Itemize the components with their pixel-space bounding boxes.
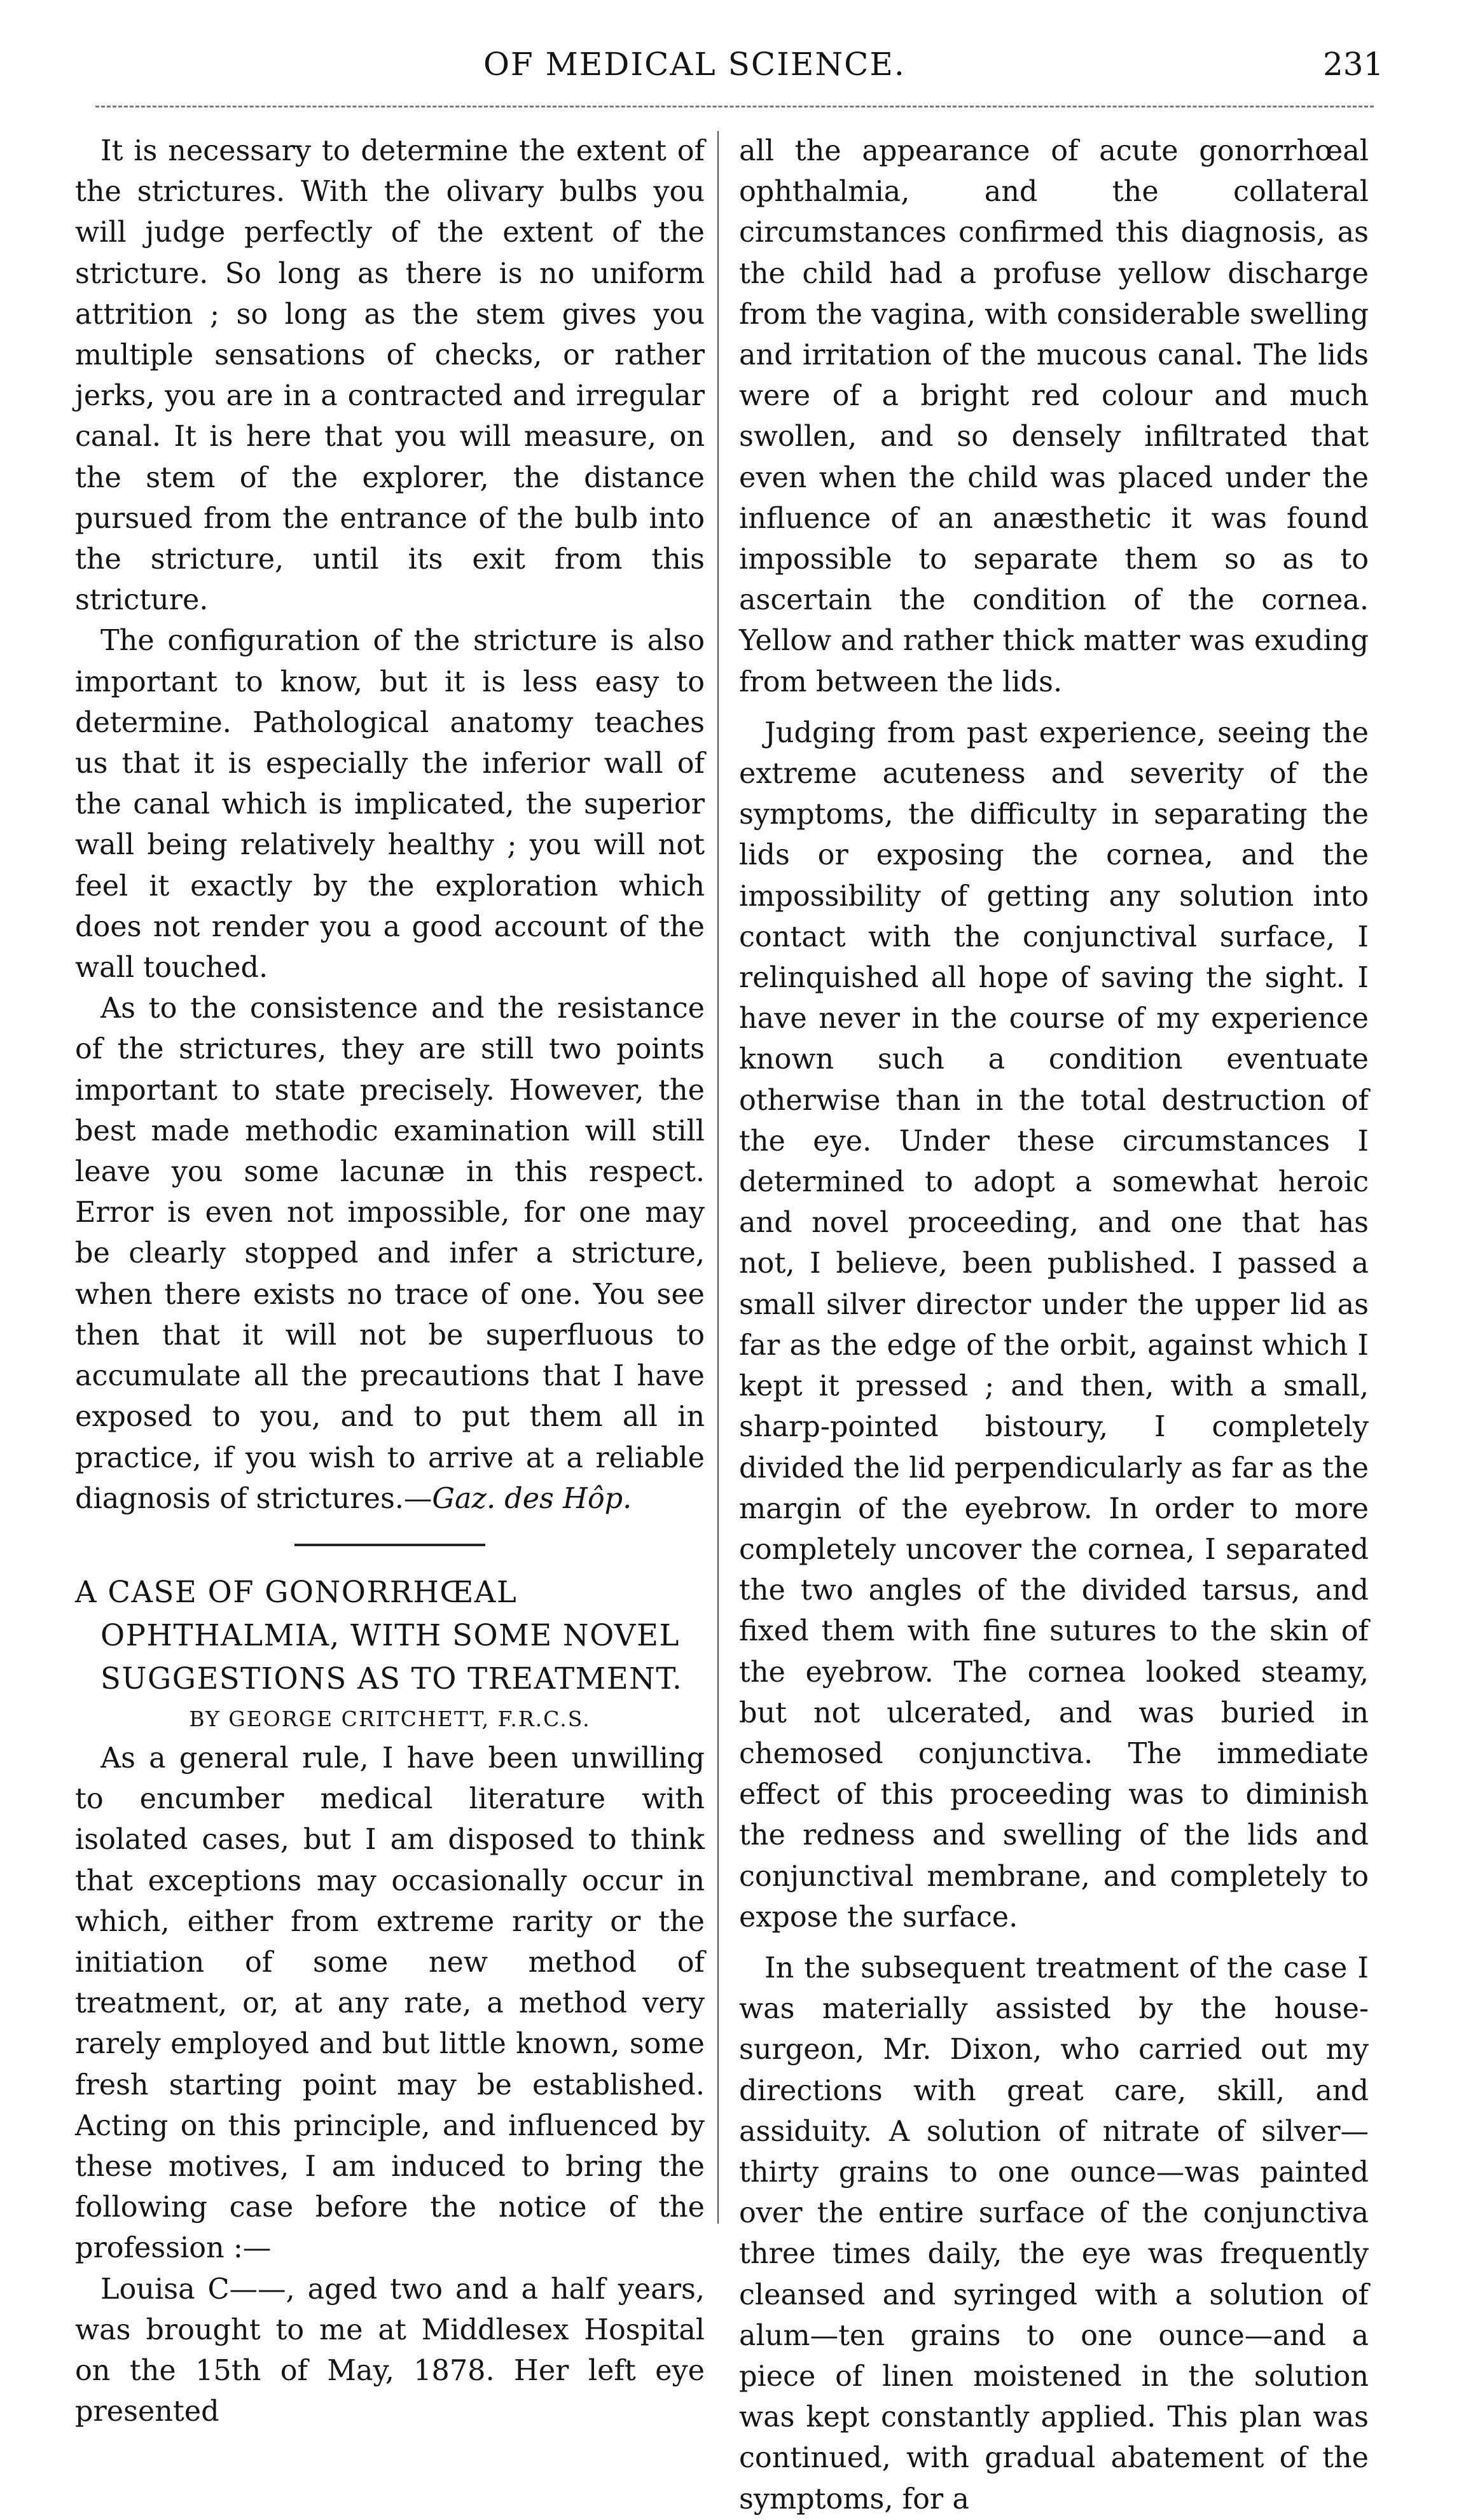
- paragraph-stricture-extent: It is necessary to determine the extent of the strictures. With the olivary bulbs you will judge perfectly of the extent of the stricture. So long as there is no uniform attrition ; so long as the stem gives you multiple sensations of checks, or rather jerks, you are in a contracted and irregular canal. It is here that you will measure, on the stem of the explorer, the distance pursued from the entrance of the bulb into the stricture, until its exit from this stricture.: [75, 135, 705, 617]
- ornament-rule: [294, 1544, 485, 1546]
- paragraph-case-continued: all the appearance of acute gonorrhœal ophthalmia, and the collateral circumstances confirmed this diagnosis, as the child had a profuse yellow discharge from the vagina, with considerable swelling and irritation of the mucous canal. The lids were of a bright red colour and much swollen, and so densely infiltrated that even when the child was placed under the influence of an anæsthetic it was found impossible to separate them so as to ascertain the condition of the cornea. Yellow and rather thick matter was exuding from between the lids.: [739, 135, 1369, 698]
- page-number: 231: [1323, 46, 1384, 83]
- right-column: [739, 131, 1369, 2516]
- section-divider-ornament: [75, 1520, 705, 1570]
- header-rule: [95, 106, 1374, 107]
- article-byline: BY GEORGE CRITCHETT, F.R.C.S.: [189, 1706, 591, 1731]
- paragraph-stricture-configuration: The configuration of the stricture is also important to know, but it is less easy to determine. Pathological anatomy teaches us that it is especially the inferior wall of the canal which is implicated, the superior wall being relatively healthy ; you will not feel it exactly by the exploration which does not render you a good account of the wall touched.: [75, 625, 705, 985]
- left-column: [75, 131, 705, 2428]
- column-divider: [717, 131, 719, 2224]
- paragraph-case-start: Louisa C——, aged two and a half years, was brought to me at Middlesex Hospital on the 15th of May, 1878. Her left eye presented: [75, 2273, 705, 2428]
- paragraph-operation: Judging from past experience, seeing the extreme acuteness and severity of the symptoms, the difficulty in separating the lids or exposing the cornea, and the impossibility of getting any solution into contact with the conjunctival surface, I relinquished all hope of saving the sight. I have never in the course of my experience known such a condition eventuate otherwise than in the total destruction of the eye. Under these circumstances I determined to adopt a somewhat heroic and novel proceeding, and one that has not, I believe, been published. I passed a small silver director under the upper lid as far as the edge of the orbit, against which I kept it pressed ; and then, with a small, sharp-pointed bistoury, I completely divided the lid perpendicularly as far as the margin of the eyebrow. In order to more completely uncover the cornea, I separated the two angles of the divided tarsus, and fixed them with fine sutures to the skin of the eyebrow. The cornea looked steamy, but not ulcerated, and was buried in chemosed conjunctiva. The immediate effect of this proceeding was to diminish the redness and swelling of the lids and conjunctival membrane, and completely to expose the surface.: [739, 716, 1369, 1934]
- paragraph-text: As to the consistence and the resistance of the strictures, they are still two points important to state precisely. However, the best made methodic examination will still leave you some lacunæ in this respect. Error is even not impossible, for one may be clearly stopped and infer a stricture, when there exists no trace of one. You see then that it will not be superfluous to accumulate all the precautions that I have exposed to you, and to put them all in practice, if you wish to arrive at a reliable diagnosis of strictures.—: [75, 992, 705, 1515]
- paragraph-stricture-consistence: [75, 988, 705, 1520]
- paragraph-introduction: As a general rule, I have been unwilling to encumber medical literature with isolated cases, but I am disposed to think that exceptions may occasionally occur in which, either from extreme rarity or the initiation of some new method of treatment, or, at any rate, a method very rarely employed and but little known, some fresh starting point may be established. Acting on this principle, and influenced by these motives, I am induced to bring the following case before the notice of the profession :—: [75, 1741, 705, 2265]
- running-head: OF MEDICAL SCIENCE.: [483, 46, 906, 83]
- paragraph-subsequent-treatment: In the subsequent treatment of the case I was materially assisted by the house-surgeon, Mr. Dixon, who carried out my directions with great care, skill, and assiduity. A solution of nitrate of silver—thirty grains to one ounce—was painted over the entire surface of the conjunctiva three times daily, the eye was frequently cleansed and syringed with a solution of alum—ten grains to one ounce—and a piece of linen moistened in the solution was kept constantly applied. This plan was continued, with gradual abatement of the symptoms, for a: [739, 1951, 1369, 2516]
- article-title: A CASE OF GONORRHŒAL OPHTHALMIA, WITH SOME NOVEL SUGGESTIONS AS TO TREATMENT.: [75, 1574, 683, 1696]
- source-citation: Gaz. des Hôp.: [432, 1482, 632, 1515]
